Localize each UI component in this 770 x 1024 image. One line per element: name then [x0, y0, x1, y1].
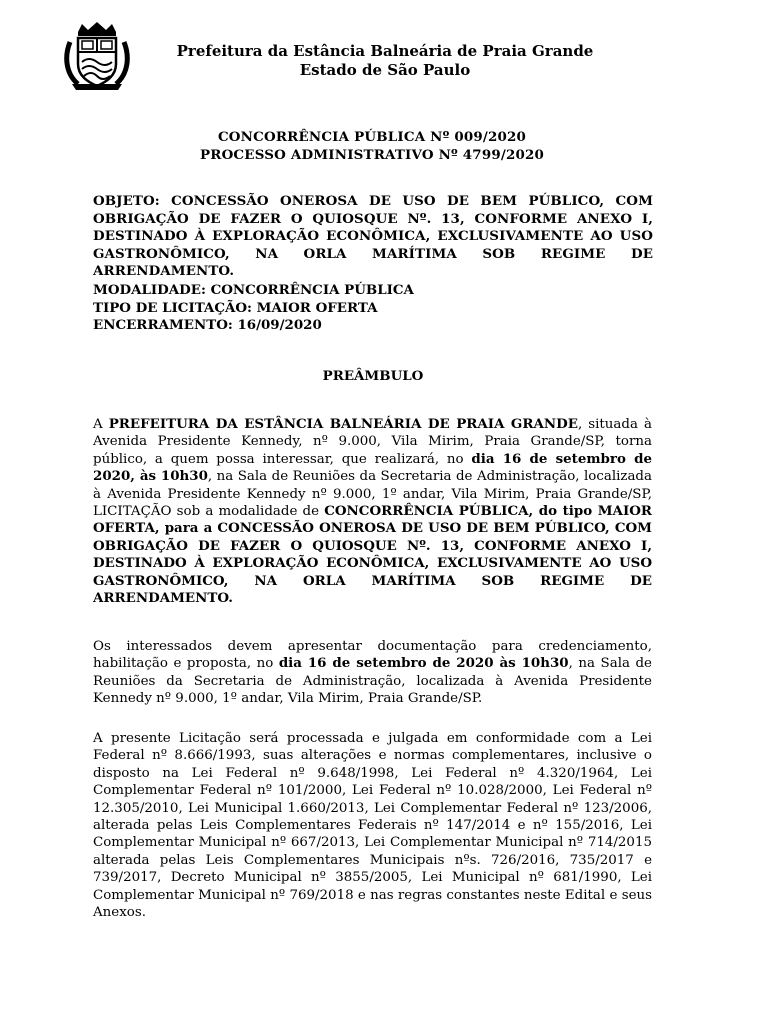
tipo-line: TIPO DE LICITAÇÃO: MAIOR OFERTA [93, 299, 378, 316]
p2-date: dia 16 de setembro de 2020 às 10h30 [278, 655, 569, 672]
p3-text: A presente Licitação será processada e julgada em conformidade com a Lei Federal nº 8.666/1993, suas alterações e normas complementares, inclusive o disposto na Lei Federal nº 9.648/1998, Lei Federal nº 4.320/1964, Lei Complementar Federal nº 101/2000, Lei Federal nº 10.028/2000, Lei Federal nº 12.305/2010, Lei Municipal 1.660/2013, Lei Complementar Federal nº 123/2006, alterada pelas Leis Complementares Federais nº 147/2014 e nº 155/2016, Lei Complementar Municipal nº 667/2013, Lei Complementar Municipal nº 714/2015 alterada pelas Leis Complementares Municipais nºs. 726/2016, 735/2017 e 739/2017, Decreto Municipal nº 3855/2005, Lei Municipal nº 681/1990, Lei Complementar Municipal nº 769/2018 e nas regras constantes neste Edital e seus Anexos. [93, 731, 652, 921]
meta-block [93, 282, 653, 335]
objeto-text: OBJETO: CONCESSÃO ONEROSA DE USO DE BEM PÚBLICO, COM OBRIGAÇÃO DE FAZER O QUIOSQUE Nº. 13, CONFORME ANEXO I, DESTINADO À EXPLORAÇÃO ECONÔMICA, EXCLUSIVAMENTE AO USO GASTRONÔMICO, NA ORLA MARÍTIMA SOB REGIME DE ARRENDAMENTO. [93, 193, 653, 279]
header-line-1: Prefeitura da Estância Balneária de Praia Grande [176, 42, 594, 60]
modalidade-line: MODALIDADE: CONCORRÊNCIA PÚBLICA [93, 282, 414, 298]
document-titles [92, 128, 652, 164]
paragraph-1 [93, 416, 652, 607]
p1-bold-end: CONCORRÊNCIA PÚBLICA, do tipo MAIOR OFERTA, para a CONCESSÃO ONEROSA DE USO DE BEM PÚBLICO, COM OBRIGAÇÃO DE FAZER O QUIOSQUE Nº. 13, CONFORME ANEXO I, DESTINADO À EXPLORAÇÃO ECONÔMICA, EXCLUSIVAMENTE AO USO GASTRONÔMICO, NA ORLA MARÍTIMA SOB REGIME DE ARRENDAMENTO. [93, 503, 652, 607]
header-line-2: Estado de São Paulo [299, 61, 471, 79]
paragraph-3 [93, 730, 652, 921]
municipal-crest-logo [64, 22, 130, 92]
p2-text-b: , na Sala de Reuniões da Secretaria de Administração, localizada à Avenida Presidente Kennedy nº 9.000, 1º andar, Vila Mirim, Praia Grande/SP. [93, 656, 652, 707]
p1-date: dia 16 de setembro de 2020, às 10h30 [93, 450, 652, 485]
concorrencia-title: CONCORRÊNCIA PÚBLICA Nº 009/2020 [217, 129, 527, 145]
preambulo-heading: PREÂMBULO [322, 368, 424, 384]
p1-org-name: PREFEITURA DA ESTÂNCIA BALNEÁRIA DE PRAIA GRANDE [108, 416, 578, 432]
processo-title: PROCESSO ADMINISTRATIVO Nº 4799/2020 [199, 147, 545, 163]
p1-text-b: , situada à Avenida Presidente Kennedy, nº 9.000, Vila Mirim, Praia Grande/SP, torna público, a quem possa interessar, que realizará, no [93, 417, 652, 467]
document-header [140, 42, 630, 80]
p1-text-a: A [93, 417, 109, 432]
objeto-block [93, 193, 653, 281]
encerramento-line: ENCERRAMENTO: 16/09/2020 [93, 317, 322, 333]
p1-text-c: , na Sala de Reuniões da Secretaria de Administração, localizada à Avenida Presidente Kennedy nº 9.000, 1º andar, Vila Mirim, Praia Grande/SP, LICITAÇÃO sob a modalidade de [93, 469, 652, 520]
paragraph-2 [93, 638, 652, 708]
p2-text-a: Os interessados devem apresentar documentação para credenciamento, habilitação e proposta, no [93, 639, 652, 672]
